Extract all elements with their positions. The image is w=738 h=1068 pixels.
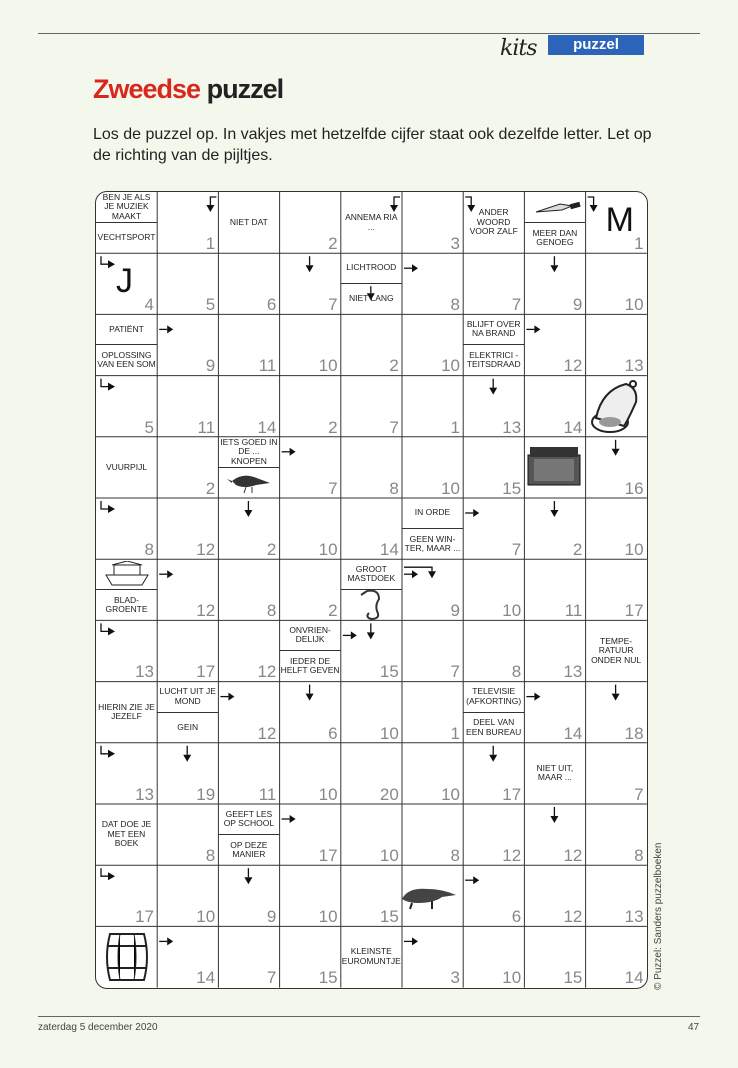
given-letter-cell: [96, 253, 157, 314]
intro-text: Los de puzzel op. In vakjes met hetzelfde cijfer staat ook dezelfde letter. Let op de richting van de pijltjes.: [93, 126, 652, 164]
cell-number: 14: [196, 968, 216, 988]
answer-cell[interactable]: [463, 437, 524, 498]
cell-number: 12: [563, 907, 583, 927]
answer-cell[interactable]: [402, 743, 463, 804]
clue-divider-cell: [402, 498, 463, 559]
clue-divider-cell: [463, 682, 524, 743]
cell-number: 12: [563, 846, 583, 865]
answer-cell[interactable]: [586, 682, 647, 743]
cell-number: 12: [257, 723, 277, 743]
clue-text: ELEKTRICI - TEITSDRAAD: [466, 349, 521, 370]
clue-cell: [463, 192, 524, 253]
cell-number: 6: [328, 723, 338, 743]
cell-number: 7: [328, 478, 338, 498]
answer-cell[interactable]: [280, 498, 341, 559]
cell-number: 20: [379, 784, 399, 804]
cell-number: 11: [258, 356, 277, 376]
answer-cell[interactable]: [402, 314, 463, 375]
cell-number: 2: [328, 417, 338, 437]
answer-cell[interactable]: [218, 926, 279, 987]
cell-number: 19: [196, 784, 216, 804]
answer-cell[interactable]: [524, 865, 585, 926]
answer-cell[interactable]: [280, 559, 341, 620]
answer-cell[interactable]: [463, 926, 524, 987]
answer-cell[interactable]: [341, 437, 402, 498]
clue-divider-cell: [96, 192, 157, 253]
cell-number: 12: [563, 356, 583, 376]
cell-number: 2: [205, 478, 216, 498]
clue-divider: [157, 712, 218, 713]
cell-number: 10: [318, 907, 338, 927]
answer-cell[interactable]: [524, 620, 585, 681]
section-badge: puzzel: [548, 35, 644, 55]
cell-number: 8: [450, 295, 460, 315]
clue-text: GROOT MASTDOEK: [347, 563, 396, 584]
answer-cell[interactable]: [218, 376, 279, 437]
cell-number: 14: [379, 540, 399, 559]
answer-cell[interactable]: [96, 376, 157, 437]
answer-cell[interactable]: [280, 314, 341, 375]
answer-cell[interactable]: [157, 926, 218, 987]
brand-logo: kits: [500, 36, 537, 61]
cell-number: 10: [441, 356, 460, 376]
answer-cell[interactable]: [341, 682, 402, 743]
picture-clue-cell: [218, 437, 279, 498]
clue-text: MEER DAN GENOEG: [532, 227, 578, 247]
answer-cell[interactable]: [586, 437, 647, 498]
cell-number: 8: [266, 601, 277, 621]
cell-number: 10: [502, 601, 522, 621]
answer-cell[interactable]: [524, 926, 585, 987]
cell-number: 11: [197, 417, 216, 437]
answer-cell[interactable]: [463, 743, 524, 804]
puzzle-grid: [95, 191, 648, 989]
cell-number: 18: [624, 723, 644, 743]
clue-divider-cell: [463, 314, 524, 375]
cell-number: 15: [563, 968, 583, 988]
answer-cell[interactable]: [157, 437, 218, 498]
clue-divider: [341, 283, 402, 284]
answer-cell[interactable]: [157, 498, 218, 559]
given-letter: J: [116, 262, 133, 301]
clue-text: DAT DOE JE MET EEN BOEK: [101, 819, 152, 849]
clue-text: IEDER DE HELFT GEVEN: [280, 655, 340, 676]
answer-cell[interactable]: [157, 376, 218, 437]
answer-cell[interactable]: [280, 253, 341, 314]
clue-cell: [341, 192, 402, 253]
answer-cell[interactable]: [96, 743, 157, 804]
clue-text: DEEL VAN EEN BUREAU: [466, 717, 522, 737]
cell-number: 1: [205, 234, 216, 253]
answer-cell[interactable]: [402, 192, 463, 253]
answer-cell[interactable]: [157, 559, 218, 620]
answer-cell[interactable]: [463, 376, 524, 437]
cell-number: 10: [624, 295, 644, 315]
picture-clue-cell: [524, 437, 585, 498]
answer-cell[interactable]: [341, 376, 402, 437]
cell-number: 17: [502, 784, 522, 804]
clue-text: BEN JE ALS JE MUZIEK MAAKT: [102, 191, 151, 221]
clue-text: GEEN WIN-TER, MAAR ...: [404, 533, 461, 553]
answer-cell[interactable]: [280, 437, 341, 498]
cell-number: 9: [572, 295, 583, 315]
answer-cell[interactable]: [280, 743, 341, 804]
cell-number: 9: [266, 907, 277, 927]
answer-cell[interactable]: [586, 559, 647, 620]
cell-number: 10: [379, 723, 399, 743]
cell-number: 10: [441, 478, 460, 498]
clue-text: OP DEZE MANIER: [230, 839, 268, 859]
answer-cell[interactable]: [463, 865, 524, 926]
answer-cell[interactable]: [218, 620, 279, 681]
answer-cell[interactable]: [463, 620, 524, 681]
answer-cell[interactable]: [157, 192, 218, 253]
answer-cell[interactable]: [524, 682, 585, 743]
answer-cell[interactable]: [402, 926, 463, 987]
answer-cell[interactable]: [402, 620, 463, 681]
answer-cell[interactable]: [96, 620, 157, 681]
clue-text: NIET LANG: [348, 293, 394, 304]
cell-number: 5: [144, 417, 154, 437]
answer-cell[interactable]: [463, 559, 524, 620]
cell-number: 10: [318, 356, 338, 376]
picture-clue-cell: [96, 559, 157, 620]
cell-number: 13: [624, 356, 644, 376]
answer-cell[interactable]: [524, 498, 585, 559]
answer-cell[interactable]: [218, 314, 279, 375]
picture-clue-cell: [402, 865, 463, 926]
answer-cell[interactable]: [341, 743, 402, 804]
cell-number: 2: [389, 356, 399, 376]
cell-number: 10: [318, 784, 338, 804]
clue-divider-cell: [341, 253, 402, 314]
cell-number: 10: [502, 968, 522, 988]
answer-cell[interactable]: [157, 620, 218, 681]
cell-number: 2: [328, 601, 338, 621]
cell-number: 8: [144, 540, 154, 559]
cell-number: 10: [441, 784, 460, 804]
answer-cell[interactable]: [218, 498, 279, 559]
answer-cell[interactable]: [280, 804, 341, 865]
answer-cell[interactable]: [341, 804, 402, 865]
answer-cell[interactable]: [218, 559, 279, 620]
answer-cell[interactable]: [586, 498, 647, 559]
answer-cell[interactable]: [402, 376, 463, 437]
answer-cell[interactable]: [218, 253, 279, 314]
cell-number: 13: [563, 662, 583, 682]
cell-number: 7: [266, 968, 277, 988]
answer-cell[interactable]: [586, 926, 647, 987]
answer-cell[interactable]: [402, 682, 463, 743]
cell-number: 10: [624, 540, 644, 559]
clue-text: ONVRIEN-DELIJK: [289, 624, 331, 645]
cell-number: 2: [328, 234, 338, 253]
cell-number: 2: [266, 540, 277, 559]
clue-text: TELEVISIE (AFKORTING): [466, 686, 522, 706]
clue-text: NIET UIT, MAAR ...: [536, 762, 574, 783]
clue-divider: [280, 650, 341, 651]
cell-number: 17: [135, 907, 154, 927]
clue-text: GEEFT LES OP SCHOOL: [223, 808, 275, 828]
cell-number: 11: [564, 601, 583, 621]
cell-number: 12: [196, 540, 216, 559]
cell-number: 10: [196, 907, 216, 927]
clue-text: VUURPIJL: [105, 461, 148, 472]
cell-number: 4: [144, 295, 154, 315]
cell-number: 17: [318, 846, 338, 865]
cell-number: 7: [511, 540, 522, 559]
answer-cell[interactable]: [280, 682, 341, 743]
title-part2: puzzel: [206, 74, 284, 104]
cell-number: 7: [450, 662, 460, 682]
clue-cell: [96, 437, 157, 498]
cell-number: 10: [379, 846, 399, 865]
clue-cell: [341, 926, 402, 987]
answer-cell[interactable]: [586, 314, 647, 375]
clue-divider: [96, 344, 157, 345]
cell-number: 8: [450, 846, 460, 865]
answer-cell[interactable]: [402, 253, 463, 314]
cell-number: 10: [318, 540, 338, 559]
top-rule: [38, 33, 700, 34]
clue-text: LICHTROOD: [346, 262, 397, 273]
clue-text: TEMPE-RATUUR ONDER NUL: [591, 635, 642, 665]
cell-number: 14: [563, 723, 583, 743]
cell-number: 15: [502, 478, 522, 498]
answer-cell[interactable]: [218, 743, 279, 804]
cell-number: 9: [205, 356, 216, 376]
clue-divider-cell: [157, 682, 218, 743]
title-part1: Zweedse: [93, 74, 201, 104]
clue-divider: [463, 344, 524, 345]
answer-cell[interactable]: [218, 865, 279, 926]
answer-cell[interactable]: [524, 804, 585, 865]
cell-number: 12: [502, 846, 522, 865]
cell-number: 2: [572, 540, 583, 559]
answer-cell[interactable]: [157, 865, 218, 926]
cell-number: 1: [450, 723, 460, 743]
cell-number: 7: [511, 295, 522, 315]
answer-cell[interactable]: [218, 682, 279, 743]
footer-date: zaterdag 5 december 2020: [38, 1022, 158, 1033]
clue-text: BLIJFT OVER NA BRAND: [466, 318, 521, 339]
page-title: [93, 74, 283, 105]
cell-number: 13: [135, 662, 154, 682]
cell-number: 3: [450, 968, 460, 988]
answer-cell[interactable]: [280, 926, 341, 987]
answer-cell[interactable]: [157, 314, 218, 375]
clue-cell: [586, 620, 647, 681]
answer-cell[interactable]: [463, 498, 524, 559]
given-letter-cell: [586, 192, 647, 253]
clue-text: VECHTSPORT: [97, 232, 156, 243]
bottom-rule: [38, 1016, 700, 1017]
clue-text: IN ORDE: [414, 507, 451, 518]
clue-text: KLEINSTE EUROMUNTJE: [341, 946, 401, 966]
cell-number: 14: [257, 417, 277, 437]
answer-cell[interactable]: [157, 804, 218, 865]
cell-number: 14: [624, 968, 644, 988]
cell-number: 7: [389, 417, 399, 437]
given-letter: M: [605, 201, 634, 239]
cell-number: 11: [258, 784, 277, 804]
clue-divider: [463, 712, 524, 713]
cell-number: 3: [450, 234, 460, 253]
answer-cell[interactable]: [586, 865, 647, 926]
cell-number: 12: [196, 601, 216, 621]
cell-number: 6: [511, 907, 522, 927]
clue-cell: [218, 192, 279, 253]
copyright-note: © Puzzel: Sanders puzzelboeken: [653, 842, 664, 990]
clue-text: GEIN: [177, 721, 199, 732]
cell-number: 7: [634, 784, 644, 804]
answer-cell[interactable]: [524, 376, 585, 437]
answer-cell[interactable]: [402, 559, 463, 620]
cell-number: 17: [196, 662, 216, 682]
picture-clue-cell: [341, 559, 402, 620]
cell-number: 1: [450, 417, 460, 437]
picture-clue-cell: [524, 192, 585, 253]
clue-text: BLAD-GROENTE: [105, 594, 148, 615]
answer-cell[interactable]: [524, 314, 585, 375]
cell-number: 9: [450, 601, 460, 621]
clue-divider: [96, 222, 157, 223]
cell-number: 15: [318, 968, 338, 988]
clue-text: HIERIN ZIE JE JEZELF: [98, 701, 155, 722]
cell-number: 15: [379, 662, 399, 682]
answer-cell[interactable]: [280, 192, 341, 253]
answer-cell[interactable]: [280, 376, 341, 437]
answer-cell[interactable]: [341, 620, 402, 681]
cell-number: 8: [511, 662, 522, 682]
cell-number: 13: [135, 784, 154, 804]
cell-number: 15: [379, 907, 399, 927]
answer-cell[interactable]: [402, 437, 463, 498]
answer-cell[interactable]: [157, 253, 218, 314]
clue-divider: [218, 834, 279, 835]
cell-number: 17: [624, 601, 644, 621]
answer-cell[interactable]: [341, 314, 402, 375]
clue-text: NIET DAT: [229, 216, 268, 227]
cell-number: 13: [502, 417, 522, 437]
clue-divider-cell: [280, 620, 341, 681]
answer-cell[interactable]: [586, 253, 647, 314]
picture-clue-cell: [96, 926, 157, 987]
clue-divider: [402, 528, 463, 529]
cell-number: 14: [563, 417, 583, 437]
cell-number: 8: [205, 846, 216, 865]
answer-cell[interactable]: [157, 743, 218, 804]
clue-text: LUCHT UIT JE MOND: [159, 686, 216, 706]
clue-divider-cell: [96, 314, 157, 375]
answer-cell[interactable]: [341, 498, 402, 559]
picture-clue-cell: [586, 376, 647, 437]
answer-cell[interactable]: [524, 559, 585, 620]
clue-text: IETS GOED IN DE ... KNOPEN: [220, 436, 278, 466]
answer-cell[interactable]: [463, 253, 524, 314]
cell-number: 13: [624, 907, 644, 927]
answer-cell[interactable]: [524, 253, 585, 314]
cell-number: 1: [634, 234, 644, 253]
cell-number: 5: [205, 295, 216, 315]
footer-page-number: 47: [688, 1022, 700, 1033]
clue-text: PATIËNT: [109, 323, 144, 334]
answer-cell[interactable]: [96, 498, 157, 559]
answer-cell[interactable]: [341, 865, 402, 926]
cell-number: 8: [634, 846, 644, 865]
cell-number: 8: [389, 478, 399, 498]
cell-number: 12: [257, 662, 277, 682]
answer-cell[interactable]: [280, 865, 341, 926]
clue-divider-cell: [218, 804, 279, 865]
clue-cell: [524, 743, 585, 804]
answer-cell[interactable]: [402, 804, 463, 865]
cell-number: 6: [266, 295, 277, 315]
answer-cell[interactable]: [586, 804, 647, 865]
cell-number: 16: [624, 478, 644, 498]
answer-cell[interactable]: [586, 743, 647, 804]
clue-text: ANDER WOORD VOOR ZALF: [469, 207, 518, 237]
clue-cell: [96, 804, 157, 865]
clue-text: ANNEMA RIA ...: [345, 212, 398, 232]
cell-number: 7: [328, 295, 338, 315]
answer-cell[interactable]: [463, 804, 524, 865]
answer-cell[interactable]: [96, 865, 157, 926]
clue-cell: [96, 682, 157, 743]
clue-text: OPLOSSING VAN EEN SOM: [97, 349, 156, 370]
